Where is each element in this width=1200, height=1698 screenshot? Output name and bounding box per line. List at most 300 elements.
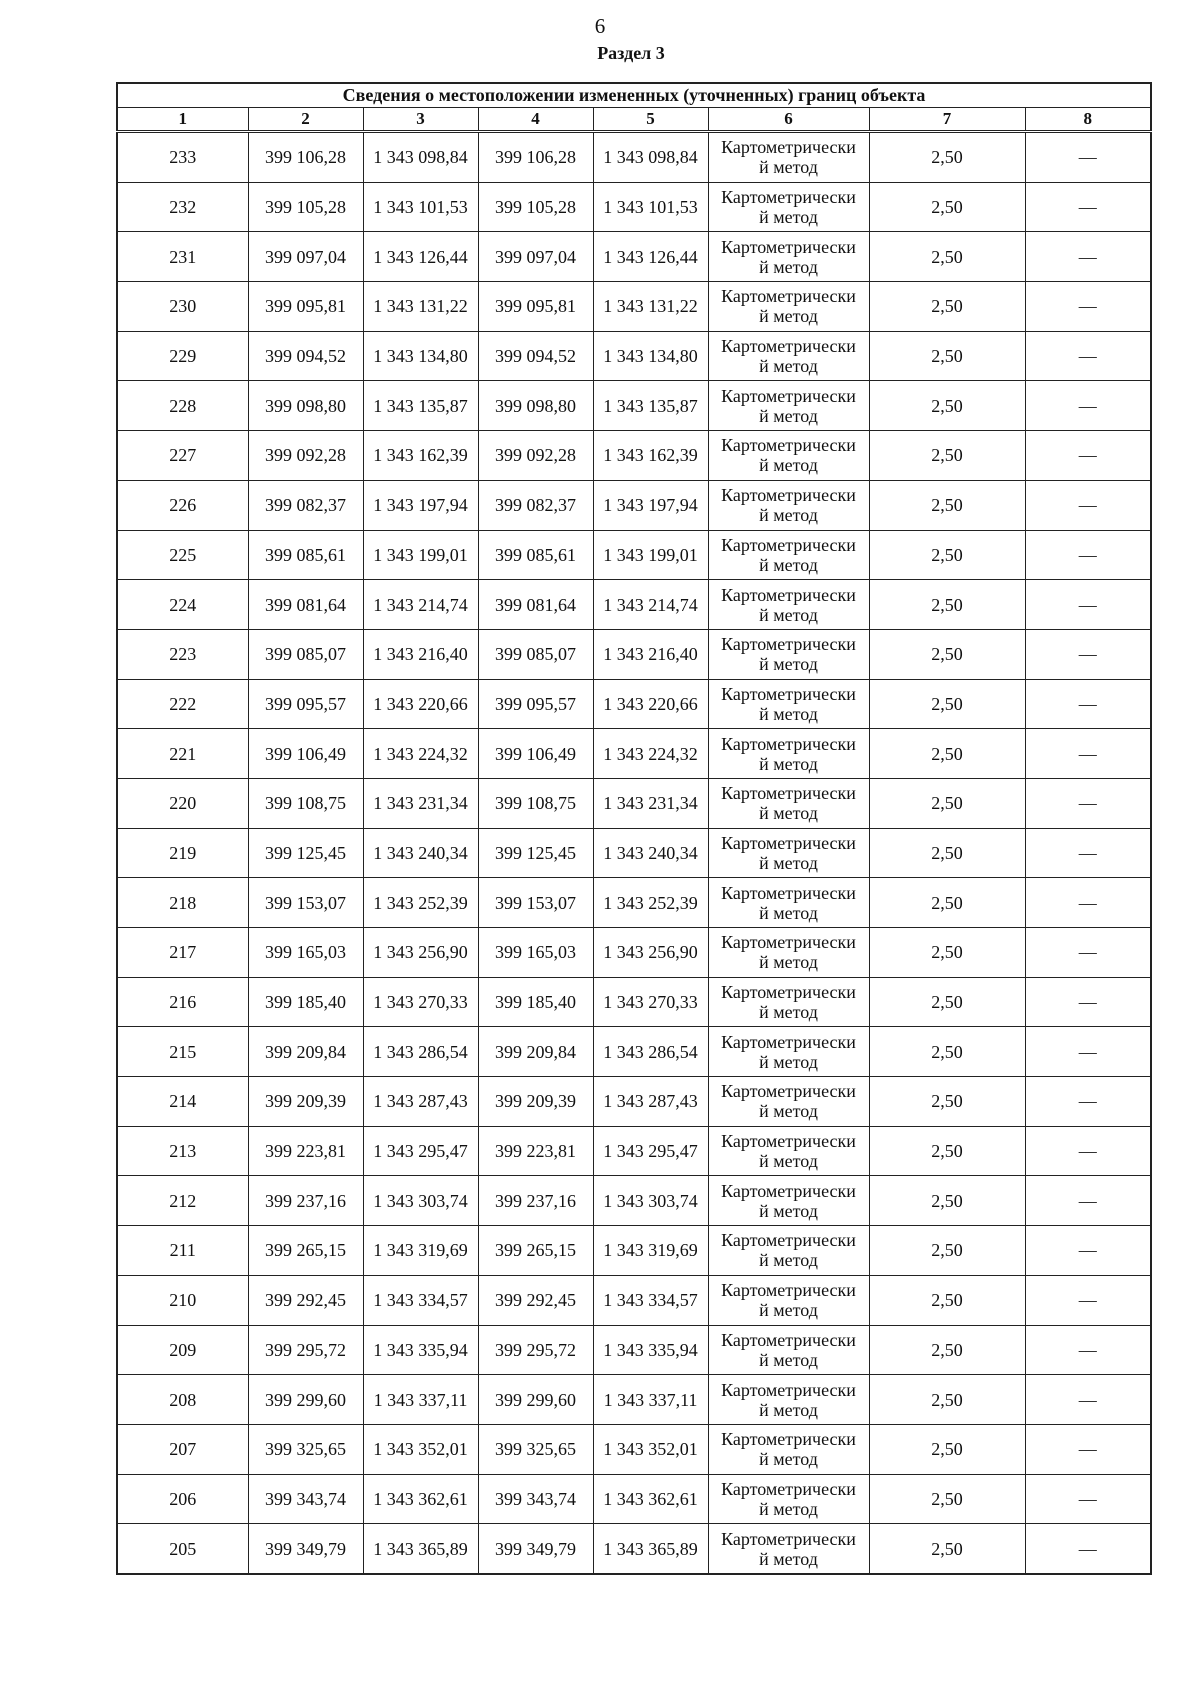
table-row [117,530,1151,580]
point-number-cell: 228 [117,381,248,431]
x-old-cell: 399 098,80 [248,381,363,431]
method-text-line-2: й метод [759,1548,818,1569]
table-row [117,977,1151,1027]
method-text-line-2: й метод [759,753,818,774]
x-new-cell: 399 343,74 [478,1474,593,1524]
x-old-cell: 399 082,37 [248,480,363,530]
x-new-cell: 399 299,60 [478,1375,593,1425]
description-cell: — [1025,1375,1151,1425]
point-number-cell: 220 [117,778,248,828]
description-cell: — [1025,1524,1151,1574]
method-text-line-1: Картометрически [721,236,856,257]
method-cell [708,1474,869,1524]
table-row [117,232,1151,282]
table-caption: Сведения о местоположении измененных (уточненных) границ объекта [117,83,1151,108]
method-text-line-1: Картометрически [721,1329,856,1350]
description-cell: — [1025,928,1151,978]
y-old-cell: 1 343 199,01 [363,530,478,580]
x-old-cell: 399 153,07 [248,878,363,928]
x-new-cell: 399 209,84 [478,1027,593,1077]
y-old-cell: 1 343 098,84 [363,132,478,183]
method-text-line-1: Картометрически [721,1031,856,1052]
method-cell [708,778,869,828]
y-old-cell: 1 343 135,87 [363,381,478,431]
method-text-line-1: Картометрически [721,336,856,357]
y-new-cell: 1 343 224,32 [593,729,708,779]
x-new-cell: 399 085,07 [478,629,593,679]
method-text-line-2: й метод [759,1200,818,1221]
table-row [117,132,1151,183]
y-new-cell: 1 343 216,40 [593,629,708,679]
method-cell [708,878,869,928]
method-text-line-2: й метод [759,554,818,575]
y-new-cell: 1 343 134,80 [593,331,708,381]
description-cell: — [1025,778,1151,828]
table-row [117,1424,1151,1474]
accuracy-cell: 2,50 [869,282,1025,332]
x-old-cell: 399 325,65 [248,1424,363,1474]
table-row [117,729,1151,779]
x-new-cell: 399 082,37 [478,480,593,530]
x-new-cell: 399 081,64 [478,580,593,630]
y-old-cell: 1 343 286,54 [363,1027,478,1077]
method-cell [708,530,869,580]
table-header-row [117,108,1151,132]
table-row [117,282,1151,332]
x-new-cell: 399 095,57 [478,679,593,729]
x-new-cell: 399 223,81 [478,1126,593,1176]
column-header: 6 [708,108,869,132]
method-text-line-2: й метод [759,356,818,377]
table-row [117,828,1151,878]
table-row [117,1524,1151,1574]
method-text-line-1: Картометрически [721,982,856,1003]
accuracy-cell: 2,50 [869,331,1025,381]
method-cell [708,1176,869,1226]
x-new-cell: 399 094,52 [478,331,593,381]
description-cell: — [1025,1226,1151,1276]
accuracy-cell: 2,50 [869,1275,1025,1325]
y-new-cell: 1 343 231,34 [593,778,708,828]
method-cell [708,729,869,779]
page-number: 6 [594,14,606,38]
method-text-line-2: й метод [759,1399,818,1420]
x-old-cell: 399 081,64 [248,580,363,630]
accuracy-cell: 2,50 [869,480,1025,530]
table-row [117,1027,1151,1077]
point-number-cell: 205 [117,1524,248,1574]
y-new-cell: 1 343 240,34 [593,828,708,878]
description-cell: — [1025,679,1151,729]
x-old-cell: 399 125,45 [248,828,363,878]
method-text-line-2: й метод [759,455,818,476]
table-row [117,928,1151,978]
accuracy-cell: 2,50 [869,878,1025,928]
accuracy-cell: 2,50 [869,1226,1025,1276]
y-new-cell: 1 343 334,57 [593,1275,708,1325]
y-new-cell: 1 343 220,66 [593,679,708,729]
point-number-cell: 216 [117,977,248,1027]
method-cell [708,282,869,332]
x-new-cell: 399 349,79 [478,1524,593,1574]
y-old-cell: 1 343 256,90 [363,928,478,978]
accuracy-cell: 2,50 [869,1474,1025,1524]
y-old-cell: 1 343 287,43 [363,1077,478,1127]
method-text-line-2: й метод [759,852,818,873]
method-text-line-1: Картометрически [721,1081,856,1102]
y-new-cell: 1 343 098,84 [593,132,708,183]
method-text-line-2: й метод [759,505,818,526]
y-new-cell: 1 343 131,22 [593,282,708,332]
x-old-cell: 399 095,57 [248,679,363,729]
method-cell [708,1027,869,1077]
accuracy-cell: 2,50 [869,1027,1025,1077]
x-new-cell: 399 097,04 [478,232,593,282]
y-new-cell: 1 343 287,43 [593,1077,708,1127]
point-number-cell: 213 [117,1126,248,1176]
point-number-cell: 208 [117,1375,248,1425]
x-old-cell: 399 237,16 [248,1176,363,1226]
y-new-cell: 1 343 256,90 [593,928,708,978]
y-old-cell: 1 343 220,66 [363,679,478,729]
method-cell [708,232,869,282]
y-old-cell: 1 343 224,32 [363,729,478,779]
method-text-line-2: й метод [759,1300,818,1321]
y-old-cell: 1 343 303,74 [363,1176,478,1226]
description-cell: — [1025,1474,1151,1524]
x-old-cell: 399 092,28 [248,431,363,481]
table-row [117,878,1151,928]
method-text-line-2: й метод [759,1151,818,1172]
point-number-cell: 212 [117,1176,248,1226]
y-old-cell: 1 343 126,44 [363,232,478,282]
table-row [117,1325,1151,1375]
y-new-cell: 1 343 199,01 [593,530,708,580]
x-new-cell: 399 105,28 [478,182,593,232]
method-text-line-1: Картометрически [721,485,856,506]
x-new-cell: 399 095,81 [478,282,593,332]
y-new-cell: 1 343 162,39 [593,431,708,481]
point-number-cell: 225 [117,530,248,580]
y-new-cell: 1 343 101,53 [593,182,708,232]
y-old-cell: 1 343 362,61 [363,1474,478,1524]
method-text-line-1: Картометрически [721,832,856,853]
x-new-cell: 399 295,72 [478,1325,593,1375]
method-text-line-2: й метод [759,1250,818,1271]
boundary-coordinates-table [116,82,1152,1575]
accuracy-cell: 2,50 [869,629,1025,679]
y-old-cell: 1 343 365,89 [363,1524,478,1574]
accuracy-cell: 2,50 [869,679,1025,729]
description-cell: — [1025,182,1151,232]
column-header: 2 [248,108,363,132]
accuracy-cell: 2,50 [869,778,1025,828]
method-text-line-2: й метод [759,902,818,923]
table-row [117,1077,1151,1127]
point-number-cell: 233 [117,132,248,183]
description-cell: — [1025,828,1151,878]
y-old-cell: 1 343 252,39 [363,878,478,928]
y-old-cell: 1 343 216,40 [363,629,478,679]
method-text-line-2: й метод [759,1101,818,1122]
description-cell: — [1025,1424,1151,1474]
method-cell [708,182,869,232]
section-title: Раздел 3 [597,43,665,63]
x-new-cell: 399 106,49 [478,729,593,779]
description-cell: — [1025,580,1151,630]
description-cell: — [1025,1275,1151,1325]
description-cell: — [1025,381,1151,431]
table-row [117,1375,1151,1425]
x-new-cell: 399 237,16 [478,1176,593,1226]
table-row [117,629,1151,679]
accuracy-cell: 2,50 [869,381,1025,431]
x-new-cell: 399 085,61 [478,530,593,580]
accuracy-cell: 2,50 [869,530,1025,580]
method-text-line-2: й метод [759,405,818,426]
table-row [117,580,1151,630]
description-cell: — [1025,878,1151,928]
x-new-cell: 399 185,40 [478,977,593,1027]
method-text-line-1: Картометрически [721,137,856,158]
method-text-line-2: й метод [759,207,818,228]
x-new-cell: 399 209,39 [478,1077,593,1127]
method-text-line-1: Картометрически [721,385,856,406]
method-text-line-1: Картометрически [721,1280,856,1301]
x-old-cell: 399 292,45 [248,1275,363,1325]
x-old-cell: 399 106,49 [248,729,363,779]
table-row [117,431,1151,481]
method-text-line-1: Картометрически [721,1180,856,1201]
y-new-cell: 1 343 337,11 [593,1375,708,1425]
column-header: 4 [478,108,593,132]
method-cell [708,1226,869,1276]
column-header: 1 [117,108,248,132]
x-old-cell: 399 105,28 [248,182,363,232]
method-text-line-2: й метод [759,604,818,625]
x-old-cell: 399 108,75 [248,778,363,828]
point-number-cell: 223 [117,629,248,679]
y-new-cell: 1 343 126,44 [593,232,708,282]
y-old-cell: 1 343 337,11 [363,1375,478,1425]
y-old-cell: 1 343 240,34 [363,828,478,878]
accuracy-cell: 2,50 [869,1077,1025,1127]
description-cell: — [1025,1325,1151,1375]
x-new-cell: 399 108,75 [478,778,593,828]
x-old-cell: 399 209,84 [248,1027,363,1077]
column-header: 8 [1025,108,1151,132]
point-number-cell: 211 [117,1226,248,1276]
y-new-cell: 1 343 197,94 [593,480,708,530]
y-old-cell: 1 343 231,34 [363,778,478,828]
description-cell: — [1025,530,1151,580]
x-old-cell: 399 095,81 [248,282,363,332]
y-new-cell: 1 343 214,74 [593,580,708,630]
method-cell [708,1126,869,1176]
x-old-cell: 399 299,60 [248,1375,363,1425]
table-row [117,331,1151,381]
accuracy-cell: 2,50 [869,1325,1025,1375]
method-text-line-1: Картометрически [721,584,856,605]
y-new-cell: 1 343 352,01 [593,1424,708,1474]
x-old-cell: 399 085,61 [248,530,363,580]
method-text-line-1: Картометрически [721,683,856,704]
x-new-cell: 399 325,65 [478,1424,593,1474]
method-text-line-1: Картометрически [721,1379,856,1400]
point-number-cell: 209 [117,1325,248,1375]
accuracy-cell: 2,50 [869,1375,1025,1425]
method-text-line-1: Картометрически [721,733,856,754]
x-new-cell: 399 125,45 [478,828,593,878]
x-old-cell: 399 343,74 [248,1474,363,1524]
point-number-cell: 231 [117,232,248,282]
point-number-cell: 232 [117,182,248,232]
accuracy-cell: 2,50 [869,1176,1025,1226]
table-row [117,1226,1151,1276]
method-cell [708,1275,869,1325]
table-row [117,1275,1151,1325]
method-text-line-2: й метод [759,952,818,973]
method-text-line-1: Картометрически [721,1478,856,1499]
point-number-cell: 217 [117,928,248,978]
accuracy-cell: 2,50 [869,1524,1025,1574]
table-caption-row [117,83,1151,108]
y-new-cell: 1 343 335,94 [593,1325,708,1375]
method-cell [708,381,869,431]
method-text-line-1: Картометрически [721,286,856,307]
table-body [117,132,1151,1574]
method-text-line-2: й метод [759,1349,818,1370]
y-old-cell: 1 343 270,33 [363,977,478,1027]
method-cell [708,928,869,978]
point-number-cell: 215 [117,1027,248,1077]
method-text-line-1: Картометрически [721,1429,856,1450]
y-new-cell: 1 343 365,89 [593,1524,708,1574]
method-text-line-2: й метод [759,803,818,824]
y-new-cell: 1 343 135,87 [593,381,708,431]
description-cell: — [1025,729,1151,779]
method-text-line-1: Картометрически [721,634,856,655]
method-cell [708,1524,869,1574]
table-row [117,679,1151,729]
y-new-cell: 1 343 303,74 [593,1176,708,1226]
x-old-cell: 399 185,40 [248,977,363,1027]
point-number-cell: 219 [117,828,248,878]
method-text-line-1: Картометрически [721,435,856,456]
x-new-cell: 399 092,28 [478,431,593,481]
method-text-line-2: й метод [759,157,818,178]
method-cell [708,977,869,1027]
description-cell: — [1025,1176,1151,1226]
method-text-line-1: Картометрически [721,932,856,953]
y-old-cell: 1 343 335,94 [363,1325,478,1375]
method-text-line-2: й метод [759,1498,818,1519]
y-old-cell: 1 343 334,57 [363,1275,478,1325]
point-number-cell: 207 [117,1424,248,1474]
point-number-cell: 210 [117,1275,248,1325]
table-row [117,1474,1151,1524]
accuracy-cell: 2,50 [869,431,1025,481]
y-old-cell: 1 343 101,53 [363,182,478,232]
accuracy-cell: 2,50 [869,729,1025,779]
method-cell [708,1424,869,1474]
table-row [117,778,1151,828]
accuracy-cell: 2,50 [869,1126,1025,1176]
method-text-line-1: Картометрически [721,1528,856,1549]
x-old-cell: 399 265,15 [248,1226,363,1276]
y-new-cell: 1 343 286,54 [593,1027,708,1077]
accuracy-cell: 2,50 [869,132,1025,183]
method-text-line-1: Картометрически [721,1131,856,1152]
y-old-cell: 1 343 134,80 [363,331,478,381]
y-old-cell: 1 343 214,74 [363,580,478,630]
point-number-cell: 206 [117,1474,248,1524]
method-text-line-2: й метод [759,256,818,277]
y-old-cell: 1 343 352,01 [363,1424,478,1474]
x-new-cell: 399 265,15 [478,1226,593,1276]
y-old-cell: 1 343 131,22 [363,282,478,332]
y-new-cell: 1 343 270,33 [593,977,708,1027]
method-text-line-1: Картометрически [721,783,856,804]
description-cell: — [1025,232,1151,282]
method-cell [708,1077,869,1127]
column-header: 3 [363,108,478,132]
column-header: 5 [593,108,708,132]
x-old-cell: 399 209,39 [248,1077,363,1127]
description-cell: — [1025,1077,1151,1127]
point-number-cell: 218 [117,878,248,928]
x-old-cell: 399 165,03 [248,928,363,978]
description-cell: — [1025,1027,1151,1077]
x-old-cell: 399 094,52 [248,331,363,381]
method-text-line-1: Картометрически [721,187,856,208]
description-cell: — [1025,132,1151,183]
table-row [117,182,1151,232]
accuracy-cell: 2,50 [869,580,1025,630]
description-cell: — [1025,431,1151,481]
y-old-cell: 1 343 295,47 [363,1126,478,1176]
table-row [117,1126,1151,1176]
method-text-line-1: Картометрически [721,882,856,903]
table-row [117,480,1151,530]
method-cell [708,1325,869,1375]
y-old-cell: 1 343 162,39 [363,431,478,481]
y-new-cell: 1 343 295,47 [593,1126,708,1176]
y-old-cell: 1 343 319,69 [363,1226,478,1276]
method-cell [708,1375,869,1425]
method-cell [708,331,869,381]
accuracy-cell: 2,50 [869,828,1025,878]
method-cell [708,480,869,530]
column-header: 7 [869,108,1025,132]
x-old-cell: 399 295,72 [248,1325,363,1375]
y-new-cell: 1 343 319,69 [593,1226,708,1276]
point-number-cell: 230 [117,282,248,332]
point-number-cell: 229 [117,331,248,381]
method-text-line-2: й метод [759,1051,818,1072]
description-cell: — [1025,1126,1151,1176]
method-text-line-2: й метод [759,306,818,327]
accuracy-cell: 2,50 [869,182,1025,232]
method-cell [708,629,869,679]
point-number-cell: 221 [117,729,248,779]
description-cell: — [1025,977,1151,1027]
y-new-cell: 1 343 362,61 [593,1474,708,1524]
point-number-cell: 226 [117,480,248,530]
x-new-cell: 399 153,07 [478,878,593,928]
method-cell [708,580,869,630]
table-row [117,1176,1151,1226]
